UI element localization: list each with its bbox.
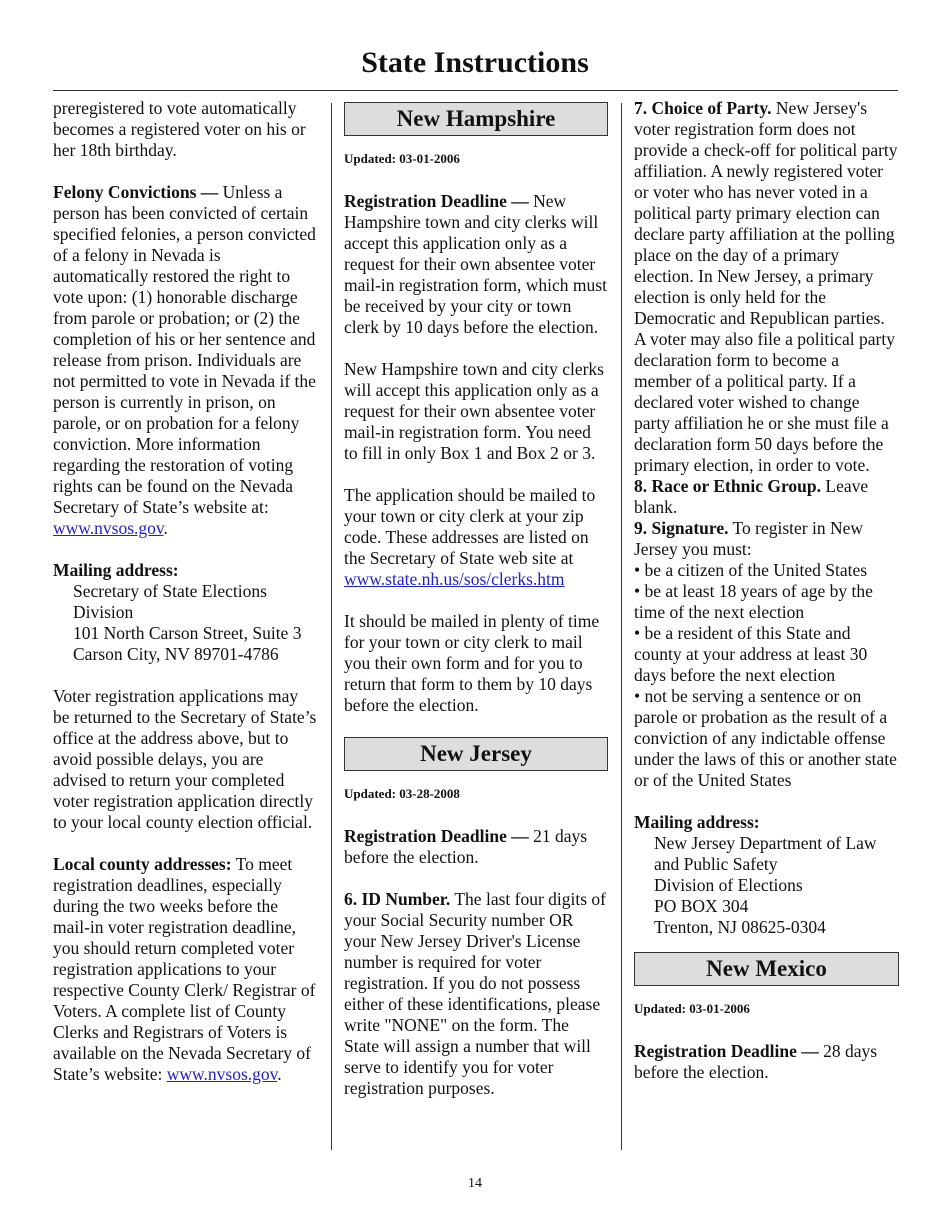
id-heading: 6. ID Number. [344,889,451,909]
mailing-heading: Mailing address: [634,812,760,832]
return-paragraph: Voter registration applications may be returned to the Secretary of State’s office at the address above, but to avoid possible delays, you are advised to return your completed voter registration application directly to your local county election official. [53,686,317,832]
felony-heading: Felony Convictions — [53,182,219,202]
address-line: 101 North Carson Street, Suite 3 [73,623,302,643]
nh-paragraph: New Hampshire town and city clerks will accept this application only as a request for their own absentee voter mail-in registration form. You need to fill in only Box 1 and Box 2 or 3. [344,359,604,463]
local-heading: Local county addresses: [53,854,232,874]
deadline-heading: Registration Deadline — [344,191,529,211]
race-heading: 8. Race or Ethnic Group. [634,476,821,496]
nvsos-link[interactable]: www.nvsos.gov [53,518,164,538]
nm-deadline-paragraph [634,1041,899,1083]
deadline-text: 28 days before the election. [634,1041,878,1082]
felony-text: Unless a person has been convicted of certain specified felonies, a person convicted of a felony in Nevada is automatically restored the right to vote upon: (1) honorable discharge from parole or probation; or (2) the completion of his or her sentence and release from prison. Individuals are not permitted to vote in Nevada if the person is currently in prison, on parole, or on probation for a felony conviction. More information regarding the restoration of voting rights can be found on the Nevada Secretary of State’s website at: [53,182,316,517]
deadline-heading: Registration Deadline — [344,826,529,846]
address-line: and Public Safety [654,854,778,874]
signature-paragraph [634,518,899,560]
updated-date: Updated: 03-28-2008 [344,786,460,801]
address-line: PO BOX 304 [654,896,749,916]
address-line: New Jersey Department of Law [654,833,877,853]
nh-mail-text: The application should be mailed to your town or city clerk at your zip code. These addresses are listed on the Secretary of State web site at [344,485,596,568]
address-line: Secretary of State Elections Division [73,581,267,622]
column-nj-nm [634,98,899,1104]
race-text: Leave blank. [634,476,869,517]
mailing-address [634,833,899,938]
address-line: Division of Elections [654,875,803,895]
state-heading-new-mexico: New Mexico [634,952,899,986]
header-rule [53,90,898,91]
column-divider [621,103,622,1150]
nj-id-paragraph [344,889,608,1099]
deadline-text: 21 days before the election. [344,826,588,867]
column-nevada [53,98,318,1106]
nh-clerks-link[interactable]: www.state.nh.us/sos/clerks.htm [344,569,565,589]
local-county-paragraph: Local county addresses: To meet registration deadlines, especially during the two weeks before the mail-in voter registration deadline, you should return completed voter registration applications to your respective County Clerk/ Registrar of Voters. A complete list of County Clerks and Registrars of Voters is available on the Nevada Secretary of State’s website: www.nvsos.gov. [53,854,316,1084]
state-heading-new-hampshire: New Hampshire [344,102,608,136]
column-divider [331,103,332,1150]
signature-text: To register in New Jersey you must: [634,518,864,559]
address-line: Trenton, NJ 08625-0304 [654,917,826,937]
party-text: New Jersey's voter registration form does not provide a check-off for political party affiliation. A newly registered voter or voter who has never voted in a political party primary election can declare party affiliation at the polling place on the day of a primary election. In New Jersey, a primary election is only held for the Democratic and Republican parties. A voter may also file a political party declaration form to become a member of a political party. If a declared voter wished to change party affiliation he or she must file a declaration form 50 days before the primary election, in order to vote. [634,98,898,475]
requirement-item: • not be serving a sentence or on parole or probation as the result of a conviction of any indictable offense under the laws of this or another state or of the United States [634,686,897,790]
updated-date: Updated: 03-01-2006 [634,1001,750,1016]
address-line: Carson City, NV 89701-4786 [73,644,279,664]
nh-deadline-paragraph [344,191,608,338]
id-text: The last four digits of your Social Security number OR your New Jersey Driver's License number is required for voter registration. If you do not possess either of these identifications, please write "NONE" on the form. The State will assign a number that will serve to identify you for voter registration purposes. [344,889,607,1098]
page-title: State Instructions [361,46,589,79]
signature-heading: 9. Signature. [634,518,729,538]
requirement-item: • be at least 18 years of age by the time of the next election [634,581,873,622]
intro-paragraph: preregistered to vote automatically becomes a registered voter on his or her 18th birthday. [53,98,306,160]
updated-date: Updated: 03-01-2006 [344,151,460,166]
felony-paragraph: Felony Convictions — Unless a person has been convicted of certain specified felonies, a person convicted of a felony in Nevada is automatically restored the right to vote upon: (1) honorable discharge from parole or probation; or (2) the completion of his or her sentence and release from prison. Individuals are not permitted to vote in Nevada if the person is currently in prison, on parole, or on probation for a felony conviction. More information regarding the restoration of voting rights can be found on the Nevada Secretary of State’s website at: www.nvsos.gov. [53,182,316,538]
nh-paragraph: It should be mailed in plenty of time for your town or city clerk to mail you their own form and for you to return that form to them by 10 days before the election. [344,611,600,715]
nj-deadline-paragraph [344,826,608,868]
mailing-heading: Mailing address: [53,560,179,580]
local-text: To meet registration deadlines, especially during the two weeks before the mail-in voter registration deadline, you should return completed voter registration applications to your respective County Clerk/ Registrar of Voters. A complete list of County Clerks and Registrars of Voters is available on the Nevada Secretary of State’s website: [53,854,316,1084]
nvsos-link[interactable]: www.nvsos.gov [166,1064,278,1084]
deadline-heading: Registration Deadline — [634,1041,819,1061]
nh-paragraph [344,485,608,590]
page-number: 14 [468,1176,482,1191]
column-nh-nj [344,98,608,1120]
party-heading: 7. Choice of Party. [634,98,772,118]
requirement-item: • be a citizen of the United States [634,560,868,580]
race-paragraph [634,476,899,518]
requirement-item: • be a resident of this State and county at your address at least 30 days before the next election [634,623,868,685]
deadline-text: New Hampshire town and city clerks will accept this application only as a request for their own absentee voter mail-in registration form, which must be received by your city or town clerk by 10 days before the election. [344,191,607,337]
state-heading-new-jersey: New Jersey [344,737,608,771]
party-paragraph [634,98,899,476]
mailing-address [53,581,318,665]
